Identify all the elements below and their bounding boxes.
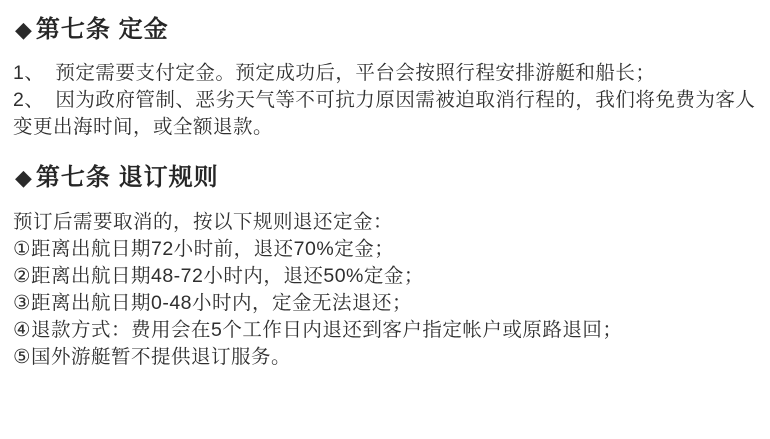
- item-text: 预定需要支付定金。预定成功后，平台会按照行程安排游艇和船长；: [55, 62, 656, 84]
- refund-rule-item: ①距离出航日期72小时前，退还70%定金；: [13, 238, 395, 260]
- refund-intro: 预订后需要取消的，按以下规则退还定金：: [13, 211, 394, 233]
- refund-section-heading: [10, 162, 760, 193]
- deposit-rule-1: [13, 60, 760, 87]
- deposit-rules-block: [10, 60, 760, 141]
- refund-section-title: 第七条 退订规则: [35, 164, 219, 191]
- item-text: 因为政府管制、恶劣天气等不可抗力原因需被迫取消行程的，我们将免费为客人变更出海时间，或全额退款。: [13, 89, 756, 138]
- item-number: 2、: [13, 89, 45, 111]
- refund-rule-item: ④退款方式：费用会在5个工作日内退还到客户指定帐户或原路退回；: [13, 319, 623, 341]
- deposit-section-heading: [10, 14, 760, 45]
- refund-rule-item: ③距离出航日期0-48小时内，定金无法退还；: [13, 292, 413, 314]
- refund-rule-item: ⑤国外游艇暂不提供退订服务。: [13, 346, 291, 368]
- refund-rule-item: ②距离出航日期48-72小时内，退还50%定金；: [13, 265, 424, 287]
- deposit-rule-2: [13, 87, 760, 141]
- refund-rules-block: [10, 209, 760, 371]
- diamond-bullet-icon: ◆: [15, 17, 33, 42]
- deposit-section-title: 第七条 定金: [35, 16, 169, 43]
- diamond-bullet-icon: ◆: [15, 165, 33, 190]
- refund-rules-list: [13, 236, 760, 371]
- item-number: 1、: [13, 62, 45, 84]
